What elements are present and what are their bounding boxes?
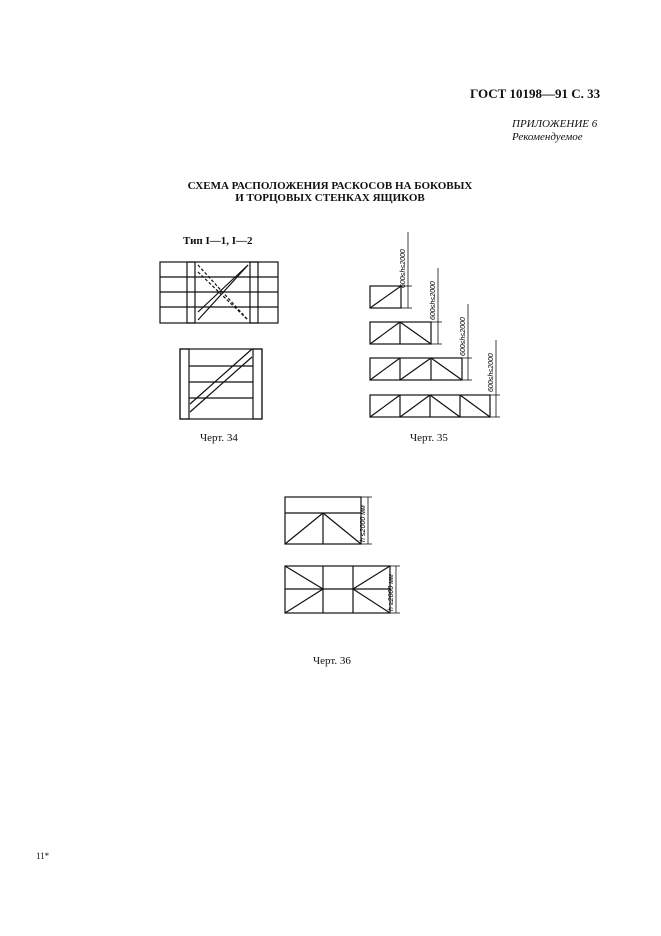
dim-label-6: h ≥2000 мм: [388, 574, 395, 611]
caption-fig35: Черт. 35: [410, 432, 448, 444]
fig34-side-wall: [160, 262, 278, 323]
caption-fig36: Черт. 36: [313, 655, 351, 667]
title-line-2: И ТОРЦОВЫХ СТЕНКАХ ЯЩИКОВ: [235, 192, 425, 204]
fig36-wall-upper: [285, 497, 361, 544]
type-label: Тип I—1, I—2: [183, 235, 253, 247]
appendix-status: Рекомендуемое: [512, 131, 583, 143]
fig35-dimension-lines: [401, 232, 500, 417]
dim-label-2: 600≤h≤2000: [430, 281, 437, 320]
page-footnote: 11*: [36, 851, 50, 861]
dim-label-1: 600≤h≤2000: [400, 249, 407, 288]
fig35-wall-2: [370, 322, 431, 344]
fig35-wall-3: [370, 358, 462, 380]
fig34-end-wall: [180, 349, 262, 419]
dim-label-3: 600≤h≤2000: [460, 317, 467, 356]
fig35-wall-4: [370, 395, 490, 417]
fig36-wall-lower: [285, 566, 390, 613]
appendix-label: ПРИЛОЖЕНИЕ 6: [512, 118, 598, 130]
title-line-1: СХЕМА РАСПОЛОЖЕНИЯ РАСКОСОВ НА БОКОВЫХ: [187, 180, 473, 192]
fig35-wall-1: [370, 286, 401, 308]
dim-label-4: 600≤h≤2000: [488, 353, 495, 392]
page-header: ГОСТ 10198—91 С. 33: [470, 86, 601, 101]
dim-label-5: h ≤2000 мм: [360, 505, 367, 542]
caption-fig34: Черт. 34: [200, 432, 238, 444]
